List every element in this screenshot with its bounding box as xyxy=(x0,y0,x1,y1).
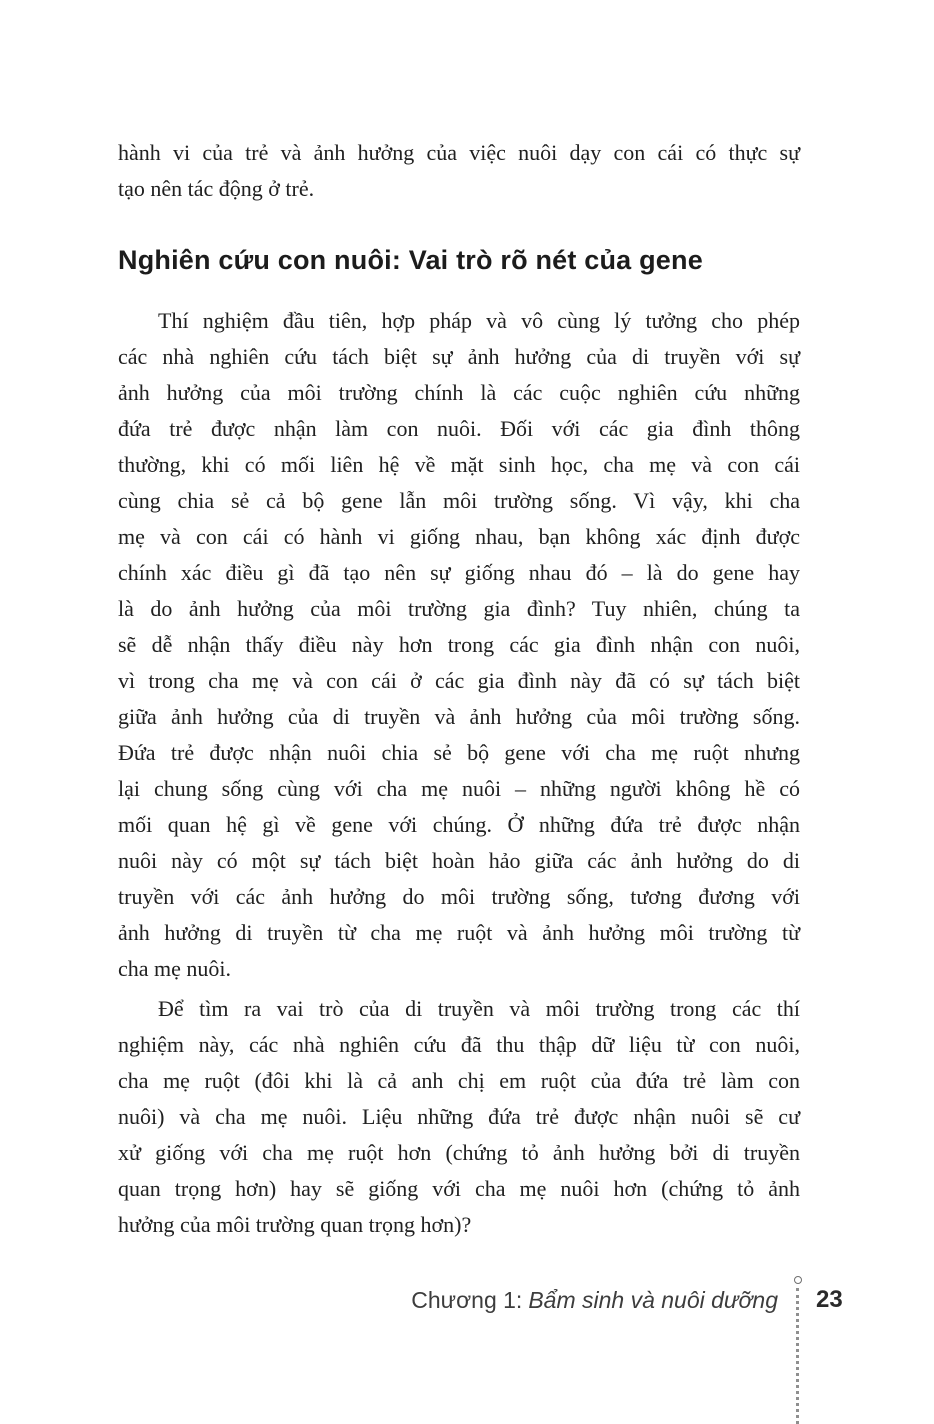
section-heading: Nghiên cứu con nuôi: Vai trò rõ nét của gene xyxy=(118,245,703,275)
text-line: đứa trẻ được nhận làm con nuôi. Đối với các gia đình thông xyxy=(118,416,800,441)
text-line: là do ảnh hưởng của môi trường gia đình? Tuy nhiên, chúng ta xyxy=(118,596,800,621)
text-line: ảnh hưởng di truyền từ cha mẹ ruột và ảnh hưởng môi trường từ xyxy=(118,920,800,945)
text-line: quan trọng hơn) hay sẽ giống với cha mẹ nuôi hơn (chứng tỏ ảnh xyxy=(118,1176,800,1201)
rule-end-circle-icon xyxy=(794,1276,802,1284)
text-line: vì trong cha mẹ và con cái ở các gia đình này đã có sự tách biệt xyxy=(118,668,800,693)
text-line: tạo nên tác động ở trẻ. xyxy=(118,176,315,201)
paragraph-continuation xyxy=(118,135,800,207)
text-line: truyền với các ảnh hưởng do môi trường sống, tương đương với xyxy=(118,884,800,909)
text-line: Thí nghiệm đầu tiên, hợp pháp và vô cùng lý tưởng cho phép xyxy=(158,308,800,333)
text-line: xử giống với cha mẹ ruột hơn (chứng tỏ ảnh hưởng bởi di truyền xyxy=(118,1140,800,1165)
footer-chapter-label xyxy=(411,1286,778,1314)
text-line: chính xác điều gì đã tạo nên sự giống nhau đó – là do gene hay xyxy=(118,560,800,585)
text-line: mối quan hệ gì về gene với chúng. Ở những đứa trẻ được nhận xyxy=(118,812,800,837)
text-line: lại chung sống cùng với cha mẹ nuôi – những người không hề có xyxy=(118,776,800,801)
text-line: nuôi) và cha mẹ nuôi. Liệu những đứa trẻ được nhận nuôi sẽ cư xyxy=(118,1104,800,1129)
text-line: giữa ảnh hưởng của di truyền và ảnh hưởng của môi trường sống. xyxy=(118,704,800,729)
text-line: ảnh hưởng của môi trường chính là các cuộc nghiên cứu những xyxy=(118,380,800,405)
text-line: cha mẹ ruột (đôi khi là cả anh chị em ruột của đứa trẻ làm con xyxy=(118,1068,800,1093)
text-line: mẹ và con cái có hành vi giống nhau, bạn không xác định được xyxy=(118,524,800,549)
footer-dotted-divider xyxy=(796,1288,799,1424)
chapter-title-label: Bẩm sinh và nuôi dưỡng xyxy=(528,1287,778,1313)
text-line: nuôi này có một sự tách biệt hoàn hảo giữa các ảnh hưởng do di xyxy=(118,848,800,873)
text-line: các nhà nghiên cứu tách biệt sự ảnh hưởng của di truyền với sự xyxy=(118,344,800,369)
text-line: Đứa trẻ được nhận nuôi chia sẻ bộ gene với cha mẹ ruột nhưng xyxy=(118,740,800,765)
chapter-number-label: Chương 1: xyxy=(411,1287,523,1313)
text-line: hành vi của trẻ và ảnh hưởng của việc nuôi dạy con cái có thực sự xyxy=(118,140,800,165)
text-line: nghiệm này, các nhà nghiên cứu đã thu thập dữ liệu từ con nuôi, xyxy=(118,1032,800,1057)
paragraph-adoption-studies xyxy=(118,303,800,987)
text-line: cùng chia sẻ cả bộ gene lẫn môi trường sống. Vì vậy, khi cha xyxy=(118,488,800,513)
content-area xyxy=(118,135,800,1243)
text-line: hưởng của môi trường quan trọng hơn)? xyxy=(118,1212,472,1237)
text-line: cha mẹ nuôi. xyxy=(118,956,232,981)
text-line: Để tìm ra vai trò của di truyền và môi trường trong các thí xyxy=(158,996,800,1021)
text-line: thường, khi có mối liên hệ về mặt sinh học, cha mẹ và con cái xyxy=(118,452,800,477)
page-number: 23 xyxy=(816,1286,843,1313)
text-line: sẽ dễ nhận thấy điều này hơn trong các gia đình nhận con nuôi, xyxy=(118,632,800,657)
paragraph-research-method xyxy=(118,991,800,1243)
